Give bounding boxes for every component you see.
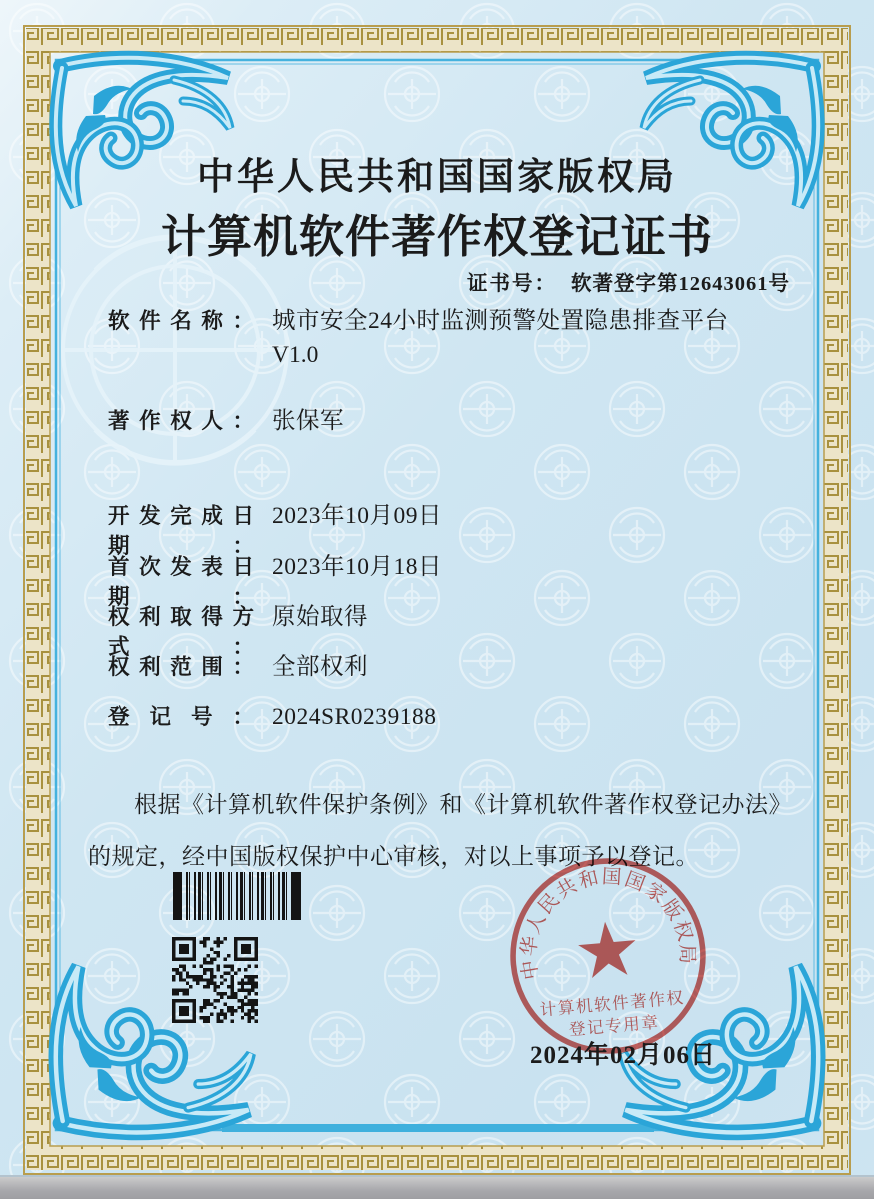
seal-arc-text: 中华人民共和国国家版权局 xyxy=(517,865,698,982)
field-value: 原始取得 xyxy=(272,604,368,630)
issuing-authority-title: 中华人民共和国国家版权局 xyxy=(197,157,677,198)
field-value: 2024SR0239188 xyxy=(272,704,437,730)
certificate-number-label: 证书号： xyxy=(467,273,557,295)
field-value: 张保军 xyxy=(272,408,344,434)
field-registration-number xyxy=(108,702,437,732)
software-version: V1.0 xyxy=(272,342,319,368)
certificate-number-line xyxy=(467,266,790,296)
seal-inner-line2: 登记专用章 xyxy=(568,1012,661,1040)
field-value: 2023年10月18日 xyxy=(272,554,442,580)
field-value: 2023年10月09日 xyxy=(272,503,442,529)
field-label: 权利范围： xyxy=(108,655,254,679)
field-label: 登记号： xyxy=(108,705,254,729)
official-seal xyxy=(499,847,718,1066)
field-software-name xyxy=(108,306,729,368)
field-value: 城市安全24小时监测预警处置隐患排查平台 xyxy=(272,308,729,334)
star-icon xyxy=(576,919,638,979)
field-label: 权利取得方式： xyxy=(108,605,254,659)
certificate-number-value: 软著登字第12643061号 xyxy=(571,273,790,295)
photo-edge-strip xyxy=(0,1175,874,1199)
field-value: 全部权利 xyxy=(272,654,368,680)
field-copyright-owner xyxy=(108,406,344,436)
seal-inner-line1: 计算机软件著作权 xyxy=(538,988,686,1020)
qr-code-image xyxy=(172,937,258,1023)
certificate-title: 计算机软件著作权登记证书 xyxy=(160,212,713,262)
field-label: 开发完成日期： xyxy=(108,504,254,558)
field-label: 著作权人： xyxy=(108,409,254,433)
field-rights-scope xyxy=(108,652,368,682)
barcode-image xyxy=(173,872,301,920)
field-label: 首次发表日期： xyxy=(108,555,254,609)
issue-date: 2024年02月06日 xyxy=(530,1042,717,1069)
field-label: 软件名称： xyxy=(108,309,254,333)
registration-statement: 根据《计算机软件保护条例》和《计算机软件著作权登记办法》的规定，经中国版权保护中心审核，对以上事项予以登记。 xyxy=(88,792,792,869)
